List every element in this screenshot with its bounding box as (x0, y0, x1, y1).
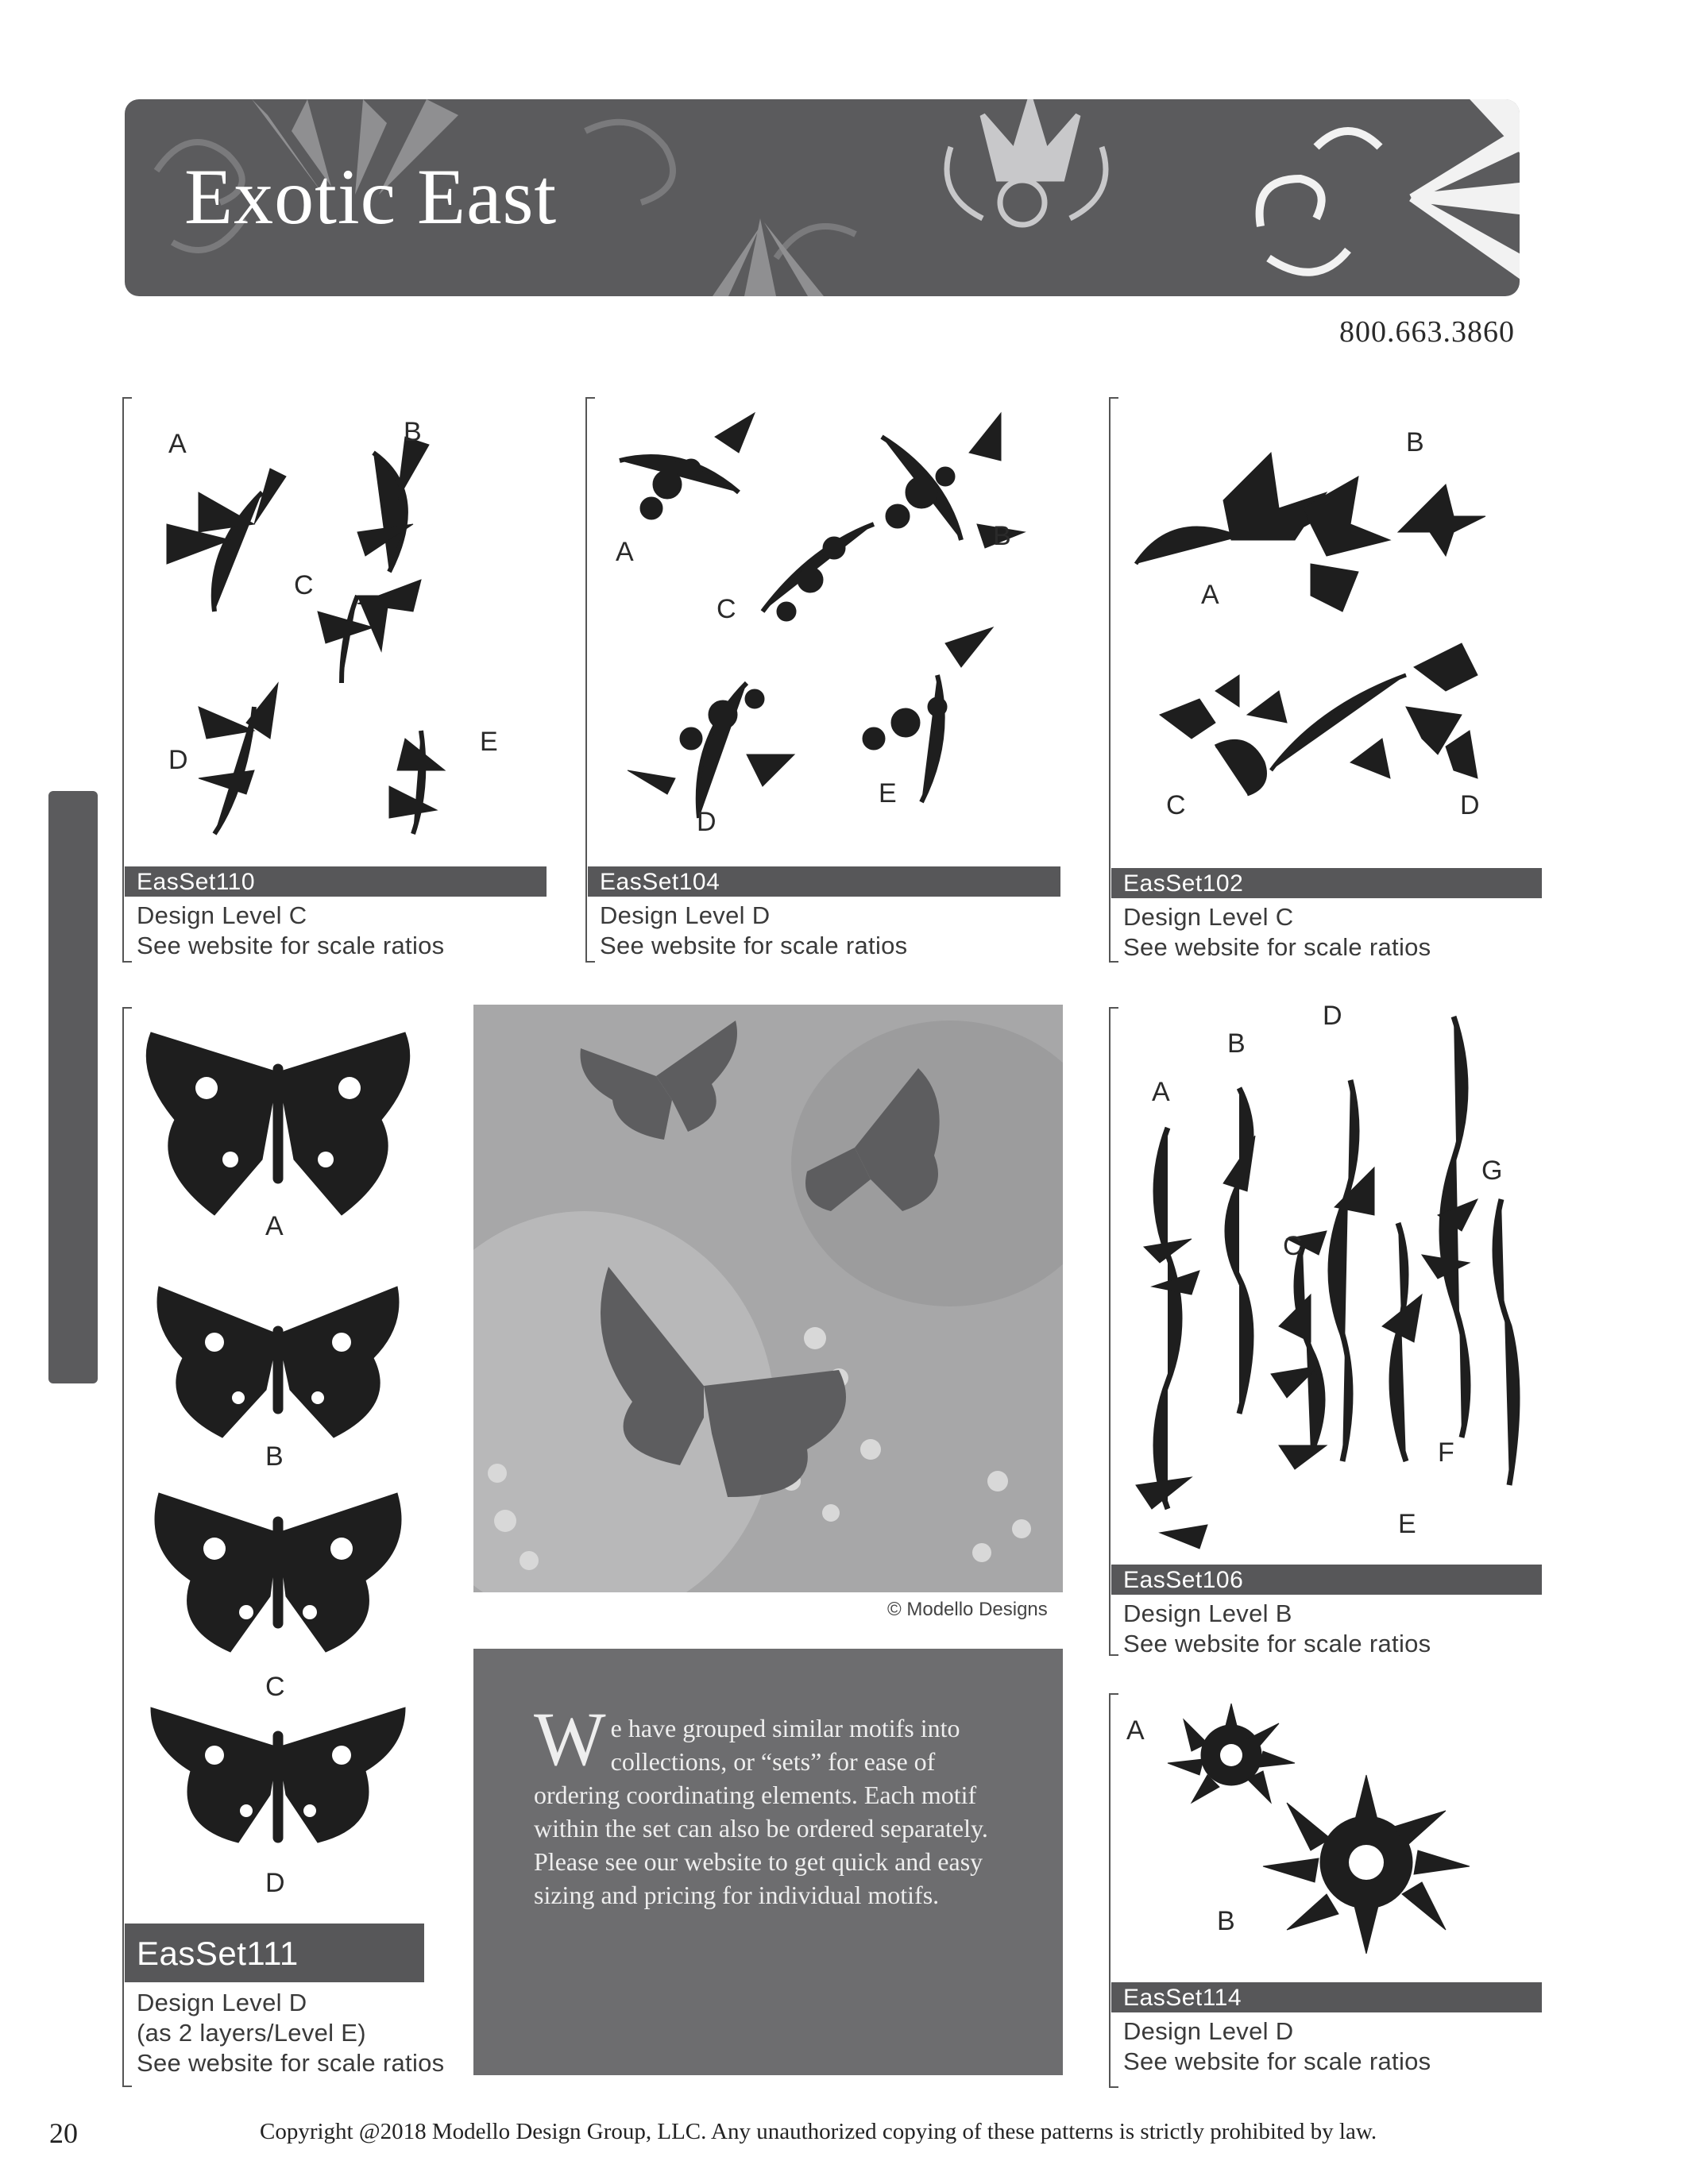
motif-label: B (1406, 427, 1424, 457)
set-id-bar: EasSet111 (125, 1924, 424, 1982)
motif-label: B (993, 521, 1011, 551)
motif-label: D (265, 1868, 285, 1898)
photo-art (473, 1005, 1063, 1592)
motif-label: B (404, 417, 422, 447)
set-note: See website for scale ratios (1123, 1630, 1431, 1657)
set-design-level: Design Level C (1123, 903, 1294, 931)
motif-label: A (168, 429, 187, 459)
set-design-level: Design Level C (137, 901, 307, 929)
set-note: See website for scale ratios (600, 932, 908, 959)
side-tab-label: EXOTIC EAST (9, 992, 42, 1195)
copyright-notice: Copyright @2018 Modello Design Group, LLC. Any unauthorized copying of these patterns is strictly prohibited by law. (260, 2119, 1377, 2144)
motif-label: C (1283, 1231, 1303, 1261)
motif-label: D (1323, 1001, 1342, 1031)
motif-label: C (1166, 790, 1186, 820)
motif-label: A (616, 537, 634, 567)
page-title: Exotic East (184, 152, 558, 241)
panel-bracket (1109, 1693, 1118, 2088)
motif-label: A (1126, 1715, 1145, 1746)
motif-label: B (1217, 1906, 1235, 1936)
motif-label: E (879, 778, 897, 808)
motif-label: D (697, 807, 717, 837)
butterfly-photo (473, 1005, 1063, 1592)
set-id-bar: EasSet102 (1111, 868, 1542, 898)
set-id-bar: EasSet106 (1111, 1565, 1542, 1595)
set-design-level: Design Level B (1123, 1599, 1292, 1627)
bamboo-motifs-easset110 (151, 421, 556, 850)
motif-label: C (265, 1672, 285, 1702)
motif-label: A (1201, 580, 1219, 610)
motif-label: G (1481, 1156, 1503, 1186)
vine-motifs-easset106 (1120, 1009, 1533, 1557)
motif-label: A (1152, 1077, 1170, 1107)
motif-label: B (265, 1441, 284, 1472)
maple-motifs-easset102 (1120, 429, 1517, 826)
motif-label: B (1227, 1028, 1246, 1059)
set-id-bar: EasSet104 (588, 866, 1060, 897)
info-box-dropcap: W (534, 1696, 606, 1781)
panel-bracket (1109, 1007, 1118, 1656)
set-note: See website for scale ratios (1123, 933, 1431, 961)
side-tab (48, 791, 98, 1383)
set-design-level: Design Level D (600, 901, 771, 929)
set-note: See website for scale ratios (137, 2049, 445, 2077)
motif-label: C (294, 570, 314, 600)
flower-motifs-easset114 (1144, 1700, 1525, 1962)
photo-credit: © Modello Designs (887, 1599, 1048, 1620)
info-box-body: e have grouped similar motifs into collections, or “sets” for ease of ordering coordinating elements. Each motif within the set can also be ordered separately. Please see our website to get quick and easy sizing and pricing for individual motifs. (534, 1714, 988, 1909)
info-box-text (534, 1696, 1010, 1912)
set-design-level-extra: (as 2 layers/Level E) (137, 2019, 366, 2047)
motif-label: D (1460, 790, 1480, 820)
page-number: 20 (49, 2117, 78, 2149)
set-id-bar: EasSet114 (1111, 1982, 1542, 2012)
motif-label: F (1438, 1437, 1454, 1468)
set-note: See website for scale ratios (137, 932, 445, 959)
motif-label: E (480, 727, 498, 757)
motif-label: C (717, 594, 736, 624)
motif-label: E (1398, 1509, 1416, 1539)
set-design-level: Design Level D (1123, 2017, 1294, 2045)
set-design-level: Design Level D (137, 1989, 307, 2016)
set-id-bar: EasSet110 (125, 866, 547, 897)
motif-label: A (265, 1211, 284, 1241)
blossom-motifs-easset104 (604, 405, 1049, 834)
phone-number: 800.663.3860 (1339, 315, 1515, 349)
motif-label: D (168, 745, 188, 775)
set-note: See website for scale ratios (1123, 2047, 1431, 2075)
